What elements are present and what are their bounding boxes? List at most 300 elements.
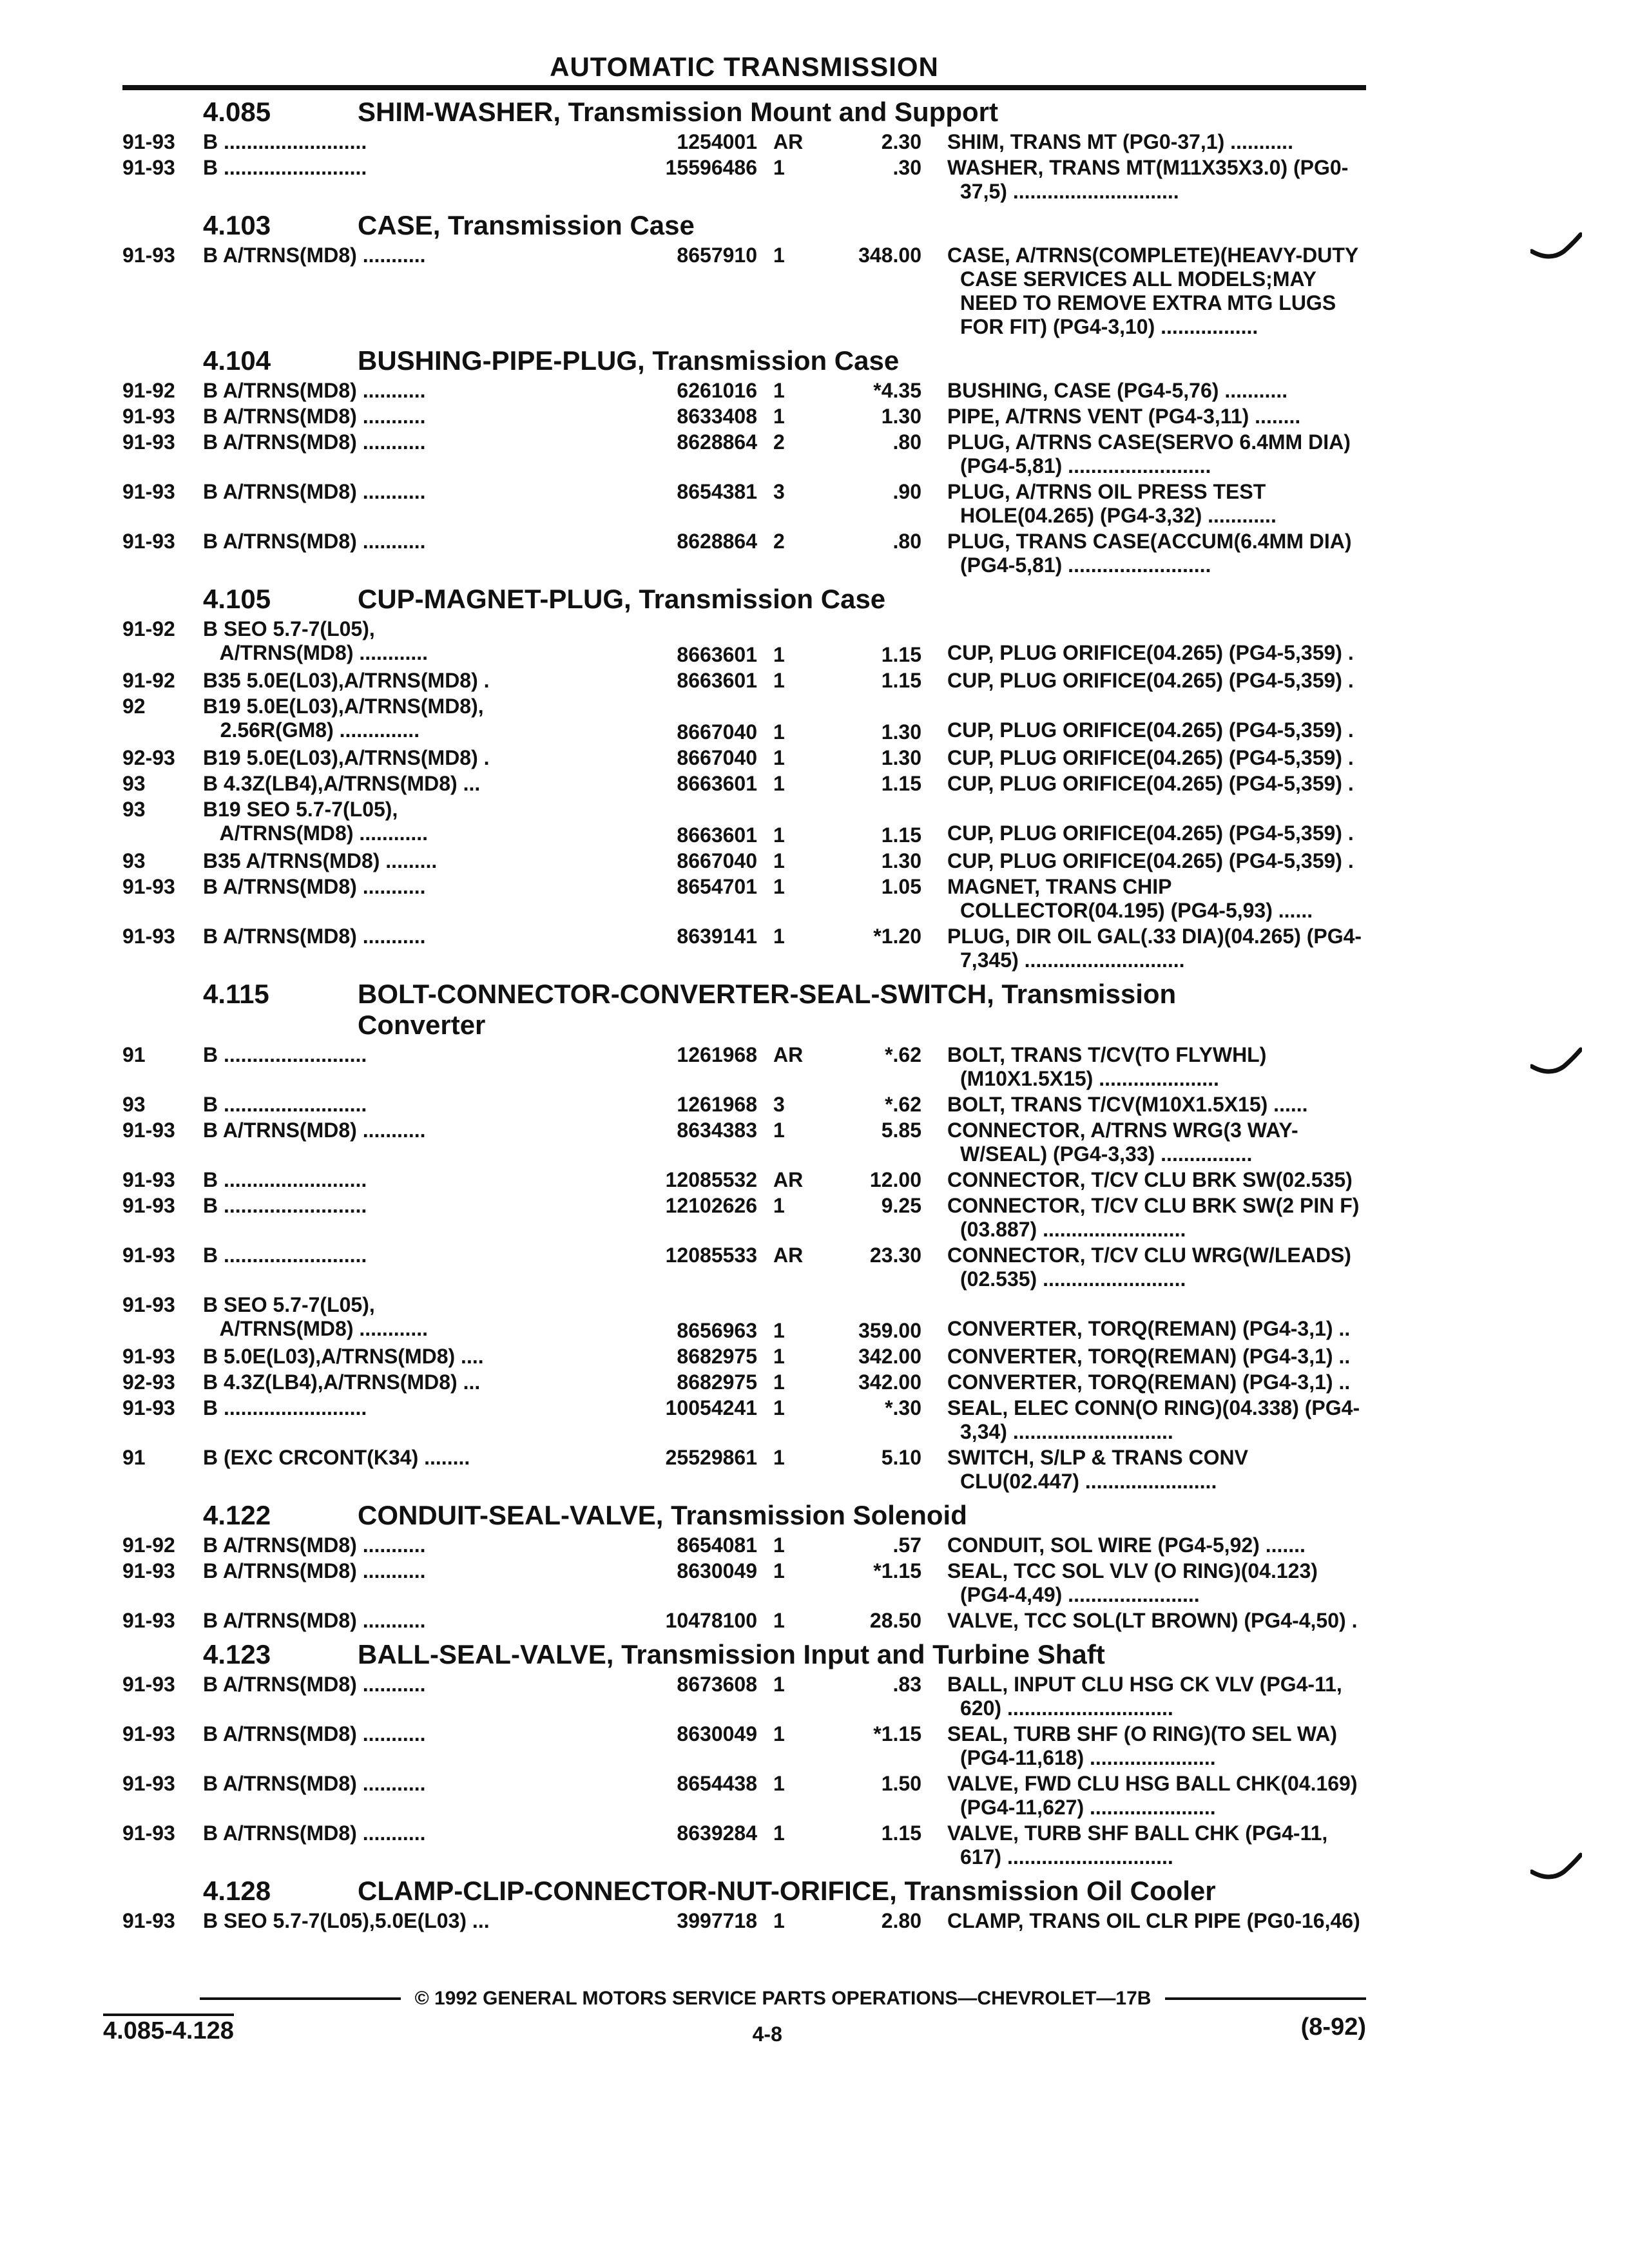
model-years: 91-93 bbox=[122, 1559, 175, 1582]
application bbox=[203, 875, 631, 923]
quantity: 1 bbox=[773, 925, 785, 948]
description-line: CONDUIT, SOL WIRE (PG4-5,92) ....... bbox=[947, 1533, 1306, 1557]
description-line: SEAL, TURB SHF (O RING)(TO SEL WA) bbox=[947, 1722, 1338, 1745]
description bbox=[947, 130, 1366, 154]
price: 23.30 bbox=[869, 1244, 921, 1267]
description-line: CUP, PLUG ORIFICE(04.265) (PG4-5,359) . bbox=[947, 669, 1354, 692]
section-header bbox=[122, 1639, 1366, 1670]
application bbox=[203, 480, 631, 528]
description-line: WASHER, TRANS MT(M11X35X3.0) (PG0- bbox=[947, 156, 1349, 179]
part-number: 8639284 bbox=[677, 1821, 757, 1845]
application bbox=[203, 1609, 631, 1633]
model-years: 93 bbox=[122, 1093, 146, 1116]
application bbox=[203, 1446, 631, 1494]
application-line: B ......................... bbox=[203, 156, 367, 179]
application bbox=[203, 746, 631, 770]
part-number: 8663601 bbox=[677, 772, 757, 795]
description bbox=[947, 1446, 1366, 1494]
part-number: 25529861 bbox=[665, 1446, 757, 1469]
application bbox=[203, 772, 631, 796]
part-number: 8630049 bbox=[677, 1559, 757, 1582]
price: 2.80 bbox=[881, 1909, 921, 1932]
quantity: AR bbox=[773, 1244, 804, 1267]
description-line: CASE SERVICES ALL MODELS;MAY bbox=[960, 267, 1316, 291]
section-number: 4.085 bbox=[203, 97, 271, 127]
description bbox=[947, 798, 1366, 847]
parts-row bbox=[122, 530, 1366, 577]
parts-row bbox=[122, 1370, 1366, 1394]
footer-copyright: © 1992 GENERAL MOTORS SERVICE PARTS OPERATIONS—CHEVROLET—17B bbox=[414, 1988, 1152, 2009]
description bbox=[947, 1194, 1366, 1242]
description-line: (PG4-5,81) ......................... bbox=[960, 454, 1211, 477]
model-years: 91-93 bbox=[122, 1168, 175, 1191]
quantity: 1 bbox=[773, 1609, 785, 1632]
model-years: 91-93 bbox=[122, 430, 175, 454]
application bbox=[203, 1043, 631, 1091]
application-line: B A/TRNS(MD8) ........... bbox=[203, 875, 426, 898]
part-number: 8654438 bbox=[677, 1772, 757, 1795]
application bbox=[203, 379, 631, 403]
description-line: CONNECTOR, A/TRNS WRG(3 WAY- bbox=[947, 1119, 1298, 1142]
description-line: CASE, A/TRNS(COMPLETE)(HEAVY-DUTY bbox=[947, 244, 1359, 267]
application-line: B A/TRNS(MD8) ........... bbox=[203, 1722, 426, 1745]
page-footer bbox=[103, 1988, 1366, 2046]
price: 28.50 bbox=[869, 1609, 921, 1632]
quantity: 1 bbox=[773, 746, 785, 769]
quantity: 1 bbox=[773, 849, 785, 872]
section-number: 4.115 bbox=[203, 979, 269, 1009]
model-years: 91-93 bbox=[122, 1673, 175, 1696]
part-number: 12102626 bbox=[665, 1194, 757, 1217]
part-number: 8663601 bbox=[677, 823, 757, 847]
model-years: 91-92 bbox=[122, 617, 175, 640]
parts-row bbox=[122, 480, 1366, 528]
description bbox=[947, 925, 1366, 972]
parts-row bbox=[122, 1244, 1366, 1291]
quantity: 1 bbox=[773, 875, 785, 898]
description-line: (PG4-11,618) ...................... bbox=[960, 1746, 1216, 1769]
model-years: 91-93 bbox=[122, 1345, 175, 1368]
checkmark-icon bbox=[1530, 232, 1582, 264]
application bbox=[203, 244, 631, 339]
section-header bbox=[122, 979, 1366, 1041]
description-line: 7,345) ............................ bbox=[960, 948, 1185, 972]
application bbox=[203, 1396, 631, 1444]
footer-range: 4.085-4.128 bbox=[103, 2013, 234, 2046]
model-years: 91 bbox=[122, 1043, 146, 1066]
footer-rule bbox=[1165, 1997, 1366, 2000]
section-header bbox=[122, 210, 1366, 241]
section-title: CONDUIT-SEAL-VALVE, Transmission Solenoid bbox=[358, 1500, 967, 1530]
application-line: B SEO 5.7-7(L05),5.0E(L03) ... bbox=[203, 1909, 490, 1932]
parts-row bbox=[122, 617, 1366, 667]
section bbox=[122, 584, 1366, 972]
description-line: CONVERTER, TORQ(REMAN) (PG4-3,1) .. bbox=[947, 1345, 1351, 1368]
description bbox=[947, 772, 1366, 796]
application-line: B ......................... bbox=[203, 1168, 367, 1191]
section-title: SHIM-WASHER, Transmission Mount and Support bbox=[358, 97, 999, 127]
parts-row bbox=[122, 1194, 1366, 1242]
description bbox=[947, 1370, 1366, 1394]
part-number: 8663601 bbox=[677, 643, 757, 666]
section-title: CASE, Transmission Case bbox=[358, 210, 695, 240]
quantity: 1 bbox=[773, 1909, 785, 1932]
part-number: 8639141 bbox=[677, 925, 757, 948]
description-line: (PG4-4,49) ....................... bbox=[960, 1583, 1200, 1606]
section-title: CUP-MAGNET-PLUG, Transmission Case bbox=[358, 584, 886, 614]
application bbox=[203, 1821, 631, 1869]
description-line: CLAMP, TRANS OIL CLR PIPE (PG0-16,46) bbox=[947, 1909, 1360, 1932]
description-line bbox=[947, 798, 1366, 822]
application bbox=[203, 1194, 631, 1242]
application bbox=[203, 430, 631, 478]
part-number: 8667040 bbox=[677, 849, 757, 872]
description-line: CUP, PLUG ORIFICE(04.265) (PG4-5,359) . bbox=[947, 746, 1354, 769]
description-line: 37,5) ............................. bbox=[960, 180, 1179, 203]
price: 1.15 bbox=[881, 1821, 921, 1845]
model-years: 91-92 bbox=[122, 379, 175, 402]
description-line: (03.887) ......................... bbox=[960, 1218, 1186, 1241]
quantity: 1 bbox=[773, 1345, 785, 1368]
description-line: PLUG, TRANS CASE(ACCUM(6.4MM DIA) bbox=[947, 530, 1352, 553]
description-line: SEAL, TCC SOL VLV (O RING)(04.123) bbox=[947, 1559, 1318, 1582]
parts-row bbox=[122, 130, 1366, 154]
model-years: 91-93 bbox=[122, 875, 175, 898]
price: 342.00 bbox=[858, 1345, 921, 1368]
quantity: AR bbox=[773, 1043, 804, 1066]
application-line: B SEO 5.7-7(L05), bbox=[203, 617, 375, 640]
description-line: PLUG, A/TRNS CASE(SERVO 6.4MM DIA) bbox=[947, 430, 1351, 454]
description-line: CUP, PLUG ORIFICE(04.265) (PG4-5,359) . bbox=[947, 718, 1354, 742]
application-line: B (EXC CRCONT(K34) ........ bbox=[203, 1446, 470, 1469]
application-line: B A/TRNS(MD8) ........... bbox=[203, 925, 426, 948]
price: 348.00 bbox=[858, 244, 921, 267]
model-years: 91-93 bbox=[122, 405, 175, 428]
parts-row bbox=[122, 1293, 1366, 1343]
application-line: B A/TRNS(MD8) ........... bbox=[203, 1559, 426, 1582]
parts-row bbox=[122, 875, 1366, 923]
quantity: 1 bbox=[773, 1772, 785, 1795]
part-number: 8654081 bbox=[677, 1533, 757, 1557]
quantity: 2 bbox=[773, 430, 785, 454]
description-line: (PG4-5,81) ......................... bbox=[960, 553, 1211, 577]
price: .57 bbox=[892, 1533, 921, 1557]
description bbox=[947, 849, 1366, 873]
model-years: 91-93 bbox=[122, 244, 175, 267]
description-line bbox=[947, 617, 1366, 641]
quantity: 1 bbox=[773, 1559, 785, 1582]
application-line: B35 5.0E(L03),A/TRNS(MD8) . bbox=[203, 669, 490, 692]
quantity: 1 bbox=[773, 1119, 785, 1142]
model-years: 91-93 bbox=[122, 1244, 175, 1267]
quantity: 1 bbox=[773, 1370, 785, 1394]
quantity: 1 bbox=[773, 1194, 785, 1217]
application-line: B ......................... bbox=[203, 1244, 367, 1267]
section-number: 4.103 bbox=[203, 210, 271, 240]
application-line: A/TRNS(MD8) ............ bbox=[203, 641, 429, 664]
description bbox=[947, 1293, 1366, 1343]
parts-row bbox=[122, 1772, 1366, 1820]
quantity: 1 bbox=[773, 643, 785, 666]
part-number: 8654701 bbox=[677, 875, 757, 898]
part-number: 1261968 bbox=[677, 1093, 757, 1116]
part-number: 8654381 bbox=[677, 480, 757, 503]
parts-row bbox=[122, 1446, 1366, 1494]
price: 1.15 bbox=[881, 643, 921, 666]
quantity: 1 bbox=[773, 379, 785, 402]
price: 2.30 bbox=[881, 130, 921, 153]
price: 1.15 bbox=[881, 772, 921, 795]
description-line: CONVERTER, TORQ(REMAN) (PG4-3,1) .. bbox=[947, 1370, 1351, 1394]
part-number: 12085533 bbox=[665, 1244, 757, 1267]
application-line: B A/TRNS(MD8) ........... bbox=[203, 1533, 426, 1557]
application bbox=[203, 1244, 631, 1291]
application-line: A/TRNS(MD8) ............ bbox=[203, 1317, 429, 1340]
application-line: B19 5.0E(L03),A/TRNS(MD8), bbox=[203, 695, 484, 718]
price: 5.85 bbox=[881, 1119, 921, 1142]
parts-row bbox=[122, 430, 1366, 478]
description-line: (PG4-11,627) ...................... bbox=[960, 1796, 1216, 1819]
part-number: 8682975 bbox=[677, 1370, 757, 1394]
application-line: B ......................... bbox=[203, 130, 367, 153]
model-years: 91-93 bbox=[122, 530, 175, 553]
price: *1.15 bbox=[873, 1722, 921, 1745]
price: *.62 bbox=[885, 1043, 921, 1066]
model-years: 91-93 bbox=[122, 1722, 175, 1745]
quantity: 1 bbox=[773, 244, 785, 267]
application-line: B A/TRNS(MD8) ........... bbox=[203, 1821, 426, 1845]
section-header bbox=[122, 584, 1366, 615]
model-years: 91-92 bbox=[122, 669, 175, 692]
description-line: W/SEAL) (PG4-3,33) ................ bbox=[960, 1142, 1253, 1166]
description-line: CUP, PLUG ORIFICE(04.265) (PG4-5,359) . bbox=[947, 849, 1354, 872]
quantity: 1 bbox=[773, 1821, 785, 1845]
application-line: B 4.3Z(LB4),A/TRNS(MD8) ... bbox=[203, 772, 481, 795]
checkmark-icon bbox=[1530, 1852, 1582, 1885]
model-years: 91-93 bbox=[122, 1821, 175, 1845]
parts-row bbox=[122, 379, 1366, 403]
footer-date: (8-92) bbox=[1300, 2013, 1366, 2041]
description-line: CLU(02.447) ....................... bbox=[960, 1470, 1217, 1493]
quantity: 2 bbox=[773, 530, 785, 553]
model-years: 91-93 bbox=[122, 1119, 175, 1142]
application bbox=[203, 1533, 631, 1557]
application bbox=[203, 1909, 631, 1933]
price: .90 bbox=[892, 480, 921, 503]
price: 1.15 bbox=[881, 823, 921, 847]
section bbox=[122, 1639, 1366, 1869]
description bbox=[947, 1909, 1366, 1933]
application-line: B ......................... bbox=[203, 1093, 367, 1116]
application bbox=[203, 617, 631, 667]
description bbox=[947, 1821, 1366, 1869]
parts-row bbox=[122, 1559, 1366, 1607]
part-number: 8663601 bbox=[677, 669, 757, 692]
model-years: 91-93 bbox=[122, 130, 175, 153]
description-line: (02.535) ......................... bbox=[960, 1267, 1186, 1291]
quantity: AR bbox=[773, 130, 804, 153]
price: 1.30 bbox=[881, 849, 921, 872]
page-title: AUTOMATIC TRANSMISSION bbox=[122, 52, 1366, 90]
price: *.62 bbox=[885, 1093, 921, 1116]
price: 1.30 bbox=[881, 720, 921, 744]
parts-row bbox=[122, 1396, 1366, 1444]
model-years: 93 bbox=[122, 849, 146, 872]
model-years: 91-93 bbox=[122, 1293, 175, 1316]
part-number: 8628864 bbox=[677, 530, 757, 553]
parts-row bbox=[122, 1168, 1366, 1192]
description-line: VALVE, FWD CLU HSG BALL CHK(04.169) bbox=[947, 1772, 1358, 1795]
price: *4.35 bbox=[873, 379, 921, 402]
section-number: 4.123 bbox=[203, 1639, 271, 1669]
parts-row bbox=[122, 1821, 1366, 1869]
application-line: B 5.0E(L03),A/TRNS(MD8) .... bbox=[203, 1345, 484, 1368]
section-number: 4.104 bbox=[203, 345, 271, 376]
description-line: SWITCH, S/LP & TRANS CONV bbox=[947, 1446, 1248, 1469]
description-line: COLLECTOR(04.195) (PG4-5,93) ...... bbox=[960, 899, 1313, 922]
application bbox=[203, 798, 631, 847]
section-number: 4.105 bbox=[203, 584, 271, 614]
price: .80 bbox=[892, 530, 921, 553]
price: 359.00 bbox=[858, 1319, 921, 1342]
section-title: BOLT-CONNECTOR-CONVERTER-SEAL-SWITCH, Transmission Converter bbox=[358, 979, 1177, 1040]
part-number: 8634383 bbox=[677, 1119, 757, 1142]
catalog-page bbox=[122, 52, 1366, 1935]
model-years: 91-93 bbox=[122, 1909, 175, 1932]
description-line: BOLT, TRANS T/CV(M10X1.5X15) ...... bbox=[947, 1093, 1308, 1116]
section-title: BUSHING-PIPE-PLUG, Transmission Case bbox=[358, 345, 900, 376]
model-years: 93 bbox=[122, 798, 146, 821]
description bbox=[947, 480, 1366, 528]
description-line: BOLT, TRANS T/CV(TO FLYWHL) bbox=[947, 1043, 1267, 1066]
part-number: 6261016 bbox=[677, 379, 757, 402]
parts-row bbox=[122, 849, 1366, 873]
price: *1.15 bbox=[873, 1559, 921, 1582]
application-line: B ......................... bbox=[203, 1396, 367, 1419]
application-line: B ......................... bbox=[203, 1043, 367, 1066]
description-line: CONNECTOR, T/CV CLU BRK SW(02.535) bbox=[947, 1168, 1353, 1191]
model-years: 92 bbox=[122, 695, 146, 718]
description-line bbox=[947, 695, 1366, 718]
section bbox=[122, 979, 1366, 1494]
quantity: 1 bbox=[773, 405, 785, 428]
description bbox=[947, 617, 1366, 667]
description bbox=[947, 1673, 1366, 1720]
price: .30 bbox=[892, 156, 921, 179]
price: 1.30 bbox=[881, 405, 921, 428]
price: 1.05 bbox=[881, 875, 921, 898]
price: 1.15 bbox=[881, 669, 921, 692]
section bbox=[122, 1500, 1366, 1633]
part-number: 8630049 bbox=[677, 1722, 757, 1745]
quantity: AR bbox=[773, 1168, 804, 1191]
description bbox=[947, 530, 1366, 577]
price: *.30 bbox=[885, 1396, 921, 1419]
application bbox=[203, 530, 631, 577]
parts-row bbox=[122, 669, 1366, 693]
application bbox=[203, 1772, 631, 1820]
part-number: 8667040 bbox=[677, 746, 757, 769]
application-line: 2.56R(GM8) .............. bbox=[203, 718, 420, 742]
quantity: 1 bbox=[773, 1673, 785, 1696]
application bbox=[203, 1119, 631, 1166]
description-line: PIPE, A/TRNS VENT (PG4-3,11) ........ bbox=[947, 405, 1301, 428]
description bbox=[947, 1093, 1366, 1117]
application-line: B19 SEO 5.7-7(L05), bbox=[203, 798, 398, 821]
application bbox=[203, 1293, 631, 1343]
model-years: 92-93 bbox=[122, 746, 175, 769]
quantity: 1 bbox=[773, 720, 785, 744]
description-line: BALL, INPUT CLU HSG CK VLV (PG4-11, bbox=[947, 1673, 1342, 1696]
description-line: SEAL, ELEC CONN(O RING)(04.338) (PG4- bbox=[947, 1396, 1360, 1419]
parts-row bbox=[122, 1345, 1366, 1369]
model-years: 91-93 bbox=[122, 156, 175, 179]
application-line: B ......................... bbox=[203, 1194, 367, 1217]
description bbox=[947, 430, 1366, 478]
description-line: BUSHING, CASE (PG4-5,76) ........... bbox=[947, 379, 1288, 402]
parts-row bbox=[122, 1609, 1366, 1633]
parts-row bbox=[122, 798, 1366, 847]
description bbox=[947, 244, 1366, 339]
section-title: CLAMP-CLIP-CONNECTOR-NUT-ORIFICE, Transmission Oil Cooler bbox=[358, 1876, 1216, 1906]
application-line: B A/TRNS(MD8) ........... bbox=[203, 244, 426, 267]
section-title: BALL-SEAL-VALVE, Transmission Input and Turbine Shaft bbox=[358, 1639, 1105, 1669]
application bbox=[203, 130, 631, 154]
section-number: 4.122 bbox=[203, 1500, 271, 1530]
parts-row bbox=[122, 1093, 1366, 1117]
application bbox=[203, 1673, 631, 1720]
section bbox=[122, 1876, 1366, 1933]
price: *1.20 bbox=[873, 925, 921, 948]
application-line: A/TRNS(MD8) ............ bbox=[203, 822, 429, 845]
description bbox=[947, 1043, 1366, 1091]
parts-row bbox=[122, 405, 1366, 428]
description bbox=[947, 1244, 1366, 1291]
quantity: 1 bbox=[773, 1396, 785, 1419]
description-line: HOLE(04.265) (PG4-3,32) ............ bbox=[960, 504, 1277, 527]
description bbox=[947, 1345, 1366, 1369]
model-years: 91-93 bbox=[122, 480, 175, 503]
section-header bbox=[122, 97, 1366, 128]
section bbox=[122, 210, 1366, 339]
application-line: B A/TRNS(MD8) ........... bbox=[203, 1609, 426, 1632]
quantity: 1 bbox=[773, 1446, 785, 1469]
description-line: FOR FIT) (PG4-3,10) ................. bbox=[960, 315, 1258, 338]
parts-row bbox=[122, 695, 1366, 744]
description-line: CONNECTOR, T/CV CLU WRG(W/LEADS) bbox=[947, 1244, 1351, 1267]
part-number: 1261968 bbox=[677, 1043, 757, 1066]
footer-rule bbox=[200, 1997, 401, 2000]
parts-row bbox=[122, 1673, 1366, 1720]
price: 5.10 bbox=[881, 1446, 921, 1469]
application bbox=[203, 695, 631, 744]
quantity: 1 bbox=[773, 1533, 785, 1557]
application-line: B 4.3Z(LB4),A/TRNS(MD8) ... bbox=[203, 1370, 481, 1394]
model-years: 91-93 bbox=[122, 1609, 175, 1632]
description-line: NEED TO REMOVE EXTRA MTG LUGS bbox=[960, 291, 1336, 314]
model-years: 91-92 bbox=[122, 1533, 175, 1557]
model-years: 91-93 bbox=[122, 1396, 175, 1419]
part-number: 1254001 bbox=[677, 130, 757, 153]
description bbox=[947, 1168, 1366, 1192]
section bbox=[122, 345, 1366, 577]
part-number: 8656963 bbox=[677, 1319, 757, 1342]
part-number: 15596486 bbox=[665, 156, 757, 179]
part-number: 10478100 bbox=[665, 1609, 757, 1632]
application-line: B A/TRNS(MD8) ........... bbox=[203, 480, 426, 503]
section bbox=[122, 97, 1366, 204]
application-line: B A/TRNS(MD8) ........... bbox=[203, 1119, 426, 1142]
